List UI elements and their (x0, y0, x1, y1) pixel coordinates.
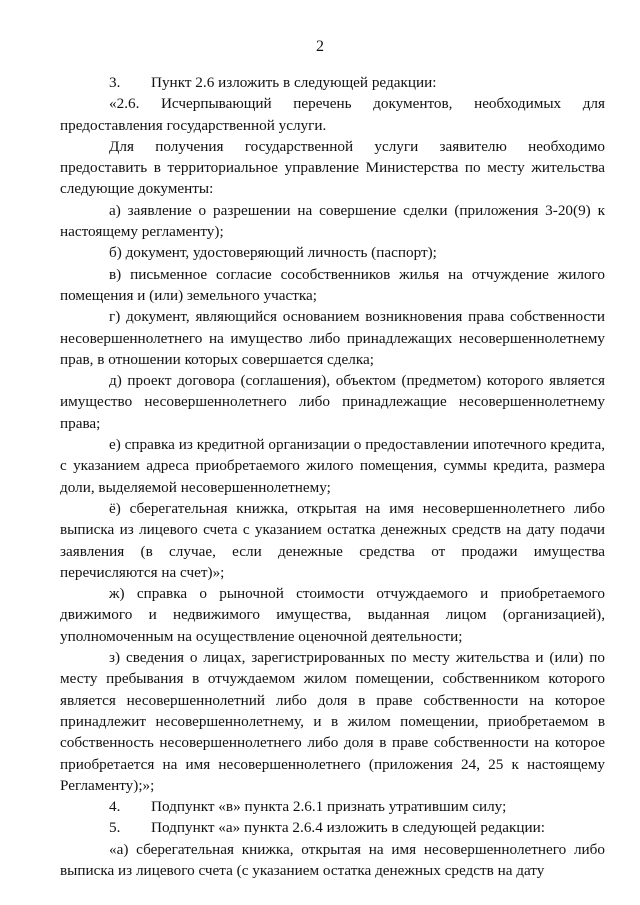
list-item-a-new: «а) сберегательная книжка, открытая на имя несовершеннолетнего либо выписка из лицевого счета (с указанием остатка денежных средств на дату (60, 840, 605, 879)
item-number: 3. (109, 74, 121, 91)
paragraph-item-5 (60, 817, 605, 838)
item-number: 4. (109, 798, 121, 816)
paragraph-item-4 (60, 796, 605, 817)
document-body (60, 72, 605, 881)
list-item-e: е) справка из кредитной организации о предоставлении ипотечного кредита, с указанием адреса приобретаемого жилого помещения, суммы кредита, размера доли, выделяемой несовершеннолетнему; (60, 436, 605, 496)
list-item-b: б) документ, удостоверяющий личность (паспорт); (109, 244, 437, 262)
paragraph-text: Подпункт «в» пункта 2.6.1 признать утратившим силу; (151, 798, 507, 816)
list-item-v: в) письменное согласие сособственников жилья на отчуждение жилого помещения и (или) земельного участка; (60, 265, 605, 304)
paragraph-text: Пункт 2.6 изложить в следующей редакции: (151, 74, 437, 91)
list-item-zh: ж) справка о рыночной стоимости отчуждаемого и приобретаемого движимого и недвижимого имущества, выданная лицом (организацией), уполномоченным на осуществление оценочной деятельности; (60, 585, 605, 645)
list-item-a: а) заявление о разрешении на совершение сделки (приложения 3-20(9) к настоящему регламенту); (60, 201, 605, 241)
list-item-z: з) сведения о лицах, зарегистрированных по месту жительства и (или) по месту пребывания в отчуждаемом жилом помещении, собственником которого является несовершеннолетний либо доля в праве собственности на которое принадлежит несовершеннолетнему, и в жилом помещении, приобретаемом в собственность несовершеннолетнего либо доля в праве собственности на которое приобретается на имя несовершеннолетнего (приложения 24, 25 к настоящему Регламенту);»; (60, 649, 605, 794)
page-number: 2 (316, 38, 324, 55)
paragraph-text: Подпункт «а» пункта 2.6.4 изложить в следующей редакции: (151, 819, 545, 837)
paragraph-intro: Для получения государственной услуги заявителю необходимо предоставить в территориальное управление Министерства по месту жительства следующие документы: (60, 137, 605, 198)
list-item-d: д) проект договора (соглашения), объектом (предметом) которого является имущество несовершеннолетнего либо принадлежащие несовершеннолетнему права; (60, 372, 605, 432)
paragraph-item-3 (60, 72, 605, 93)
paragraph-2-6-heading: «2.6. Исчерпывающий перечень документов, необходимых для предоставления государственной услуги. (60, 95, 605, 134)
item-number: 5. (109, 819, 121, 837)
list-item-g: г) документ, являющийся основанием возникновения права собственности несовершеннолетнего на имущество либо принадлежащих несовершеннолетнему прав, в отношении которых совершается сделка; (60, 308, 605, 368)
list-item-yo: ё) сберегательная книжка, открытая на имя несовершеннолетнего либо выписка из лицевого счета с указанием остатка денежных средств на дату подачи заявления (в случае, если денежные средства от продажи имущества перечисляются на счет)»; (60, 499, 605, 581)
